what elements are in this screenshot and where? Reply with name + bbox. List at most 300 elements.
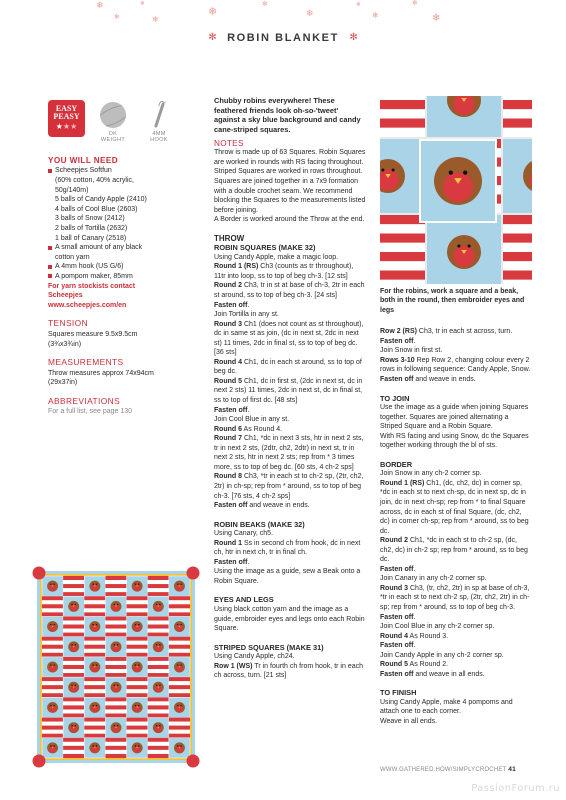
stripe [148,620,169,624]
robin-eye [156,644,157,645]
to-join-heading: TO JOIN [380,393,410,403]
stripe [63,701,84,705]
stripe [148,633,169,637]
stripe [169,718,190,722]
stripe [148,746,169,750]
blanket-square [148,576,169,596]
robin-eye [138,584,139,585]
stripe [503,224,532,233]
instruction-line [380,565,532,575]
instruction-step-text: Ch1, *dc in each st to ch-2 sp, (dc, ch2, dc) in ch-2 sp; rep from * around, ss to beg dc. [380,537,528,564]
notes-heading: NOTES [214,138,244,148]
stripe [63,746,84,750]
snowflake-icon: ❄ [356,1,362,8]
hook-size-value: 4MM [152,131,166,137]
stripe [503,243,532,252]
stripe [63,705,84,709]
robin-breast [134,625,141,632]
robin-eye [50,745,51,746]
stripe [148,592,169,596]
stripe [42,653,63,657]
border-heading: BORDER [380,459,413,469]
robin-eye [138,664,139,665]
stripe [380,96,425,100]
instruction-line [214,253,366,263]
blanket-square [84,657,105,677]
instruction-step-text: Using Candy Apple, make a magic loop. [214,253,339,261]
robin-eye [96,705,97,706]
page-footer [380,766,550,773]
instruction-step-text: Ch3 (counts as tr throughout), 11tr into loop, ss to top of beg ch-3. [12 sts] [214,263,354,280]
instruction-step-text: Using the image as a guide, sew a Beak onto a Robin Square. [214,568,361,585]
stripe [380,271,425,280]
instruction-step-text: As Round 4. [242,425,283,433]
instruction-step-label: Fasten off [380,337,414,345]
instruction-line [380,327,532,337]
robin-breast [113,685,120,692]
snowflake-icon: ❄ [432,13,441,24]
stripe [380,215,425,224]
instruction-line [380,574,532,584]
stripe [380,261,425,270]
blanket-square [42,697,63,717]
abbreviations-heading: ABBREVIATIONS [48,395,121,406]
notes-paragraph: Squares are joined together in a 7x9 formation with a double crochet seam. We recommend blocking the Squares to the measurements listed before joining. [214,178,366,214]
blanket-square [84,718,105,738]
pattern-badges [48,100,198,144]
stockists-link[interactable]: www.scheepjes.com/en [48,301,127,309]
materials-list-item: A 4mm hook (US G/6) [48,262,198,272]
pompom [187,567,200,580]
robin-eye [392,169,395,172]
stripe [127,645,148,649]
stripe [84,734,105,738]
stripe [127,718,148,722]
robin-eye [71,685,72,686]
to-finish-body [380,698,532,727]
photo-square [380,215,425,284]
robin-breast [91,625,98,632]
photo-caption: For the robins, work a square and a beak, both in the round, then embroider eyes and legs [380,288,525,314]
robin-eye [159,604,160,605]
instruction-line [214,358,366,377]
instruction-step-label: Fasten off [380,565,414,573]
instruction-line [380,651,532,661]
blanket-square [105,697,126,717]
materials-list-item: 1 ball of Canary (2518) [55,234,127,242]
blanket-square [105,657,126,677]
stripe [148,673,169,677]
stripe [127,722,148,726]
stripe [84,612,105,616]
instruction-line [214,425,366,435]
robin-eye [180,745,181,746]
stripe [63,697,84,701]
blanket-square [127,718,148,738]
stripe [169,600,190,604]
instruction-line [380,337,532,347]
robin-breast [49,746,56,753]
blanket-square [84,596,105,616]
robin-eye [93,664,94,665]
blanket-square [169,576,190,596]
instruction-step-label: Round 5 [214,377,242,385]
blanket-square [169,697,190,717]
instruction-line [214,262,366,281]
stripe [380,119,425,128]
stripe [148,616,169,620]
stripe [503,128,532,137]
stripe [84,645,105,649]
throw-heading: THROW [214,233,245,243]
instruction-step-label: Round 8 [214,473,242,481]
robin-square-photo [380,96,532,284]
instruction-step-text: Ch3, tr in each st across, turn. [416,328,513,336]
robin-eye [93,705,94,706]
robin-eye [114,604,115,605]
snowflake-icon: ❄ [372,11,379,20]
stripe [148,742,169,746]
stripe [42,645,63,649]
blanket-square [127,576,148,596]
stripe [127,641,148,645]
instruction-step-text: Tr in fourth ch from hook, tr in each ch across, turn. [21 sts] [214,662,363,680]
stripe [42,641,63,645]
robin-squares-heading: ROBIN SQUARES (MAKE 32) [214,243,316,253]
stripe [148,588,169,592]
stripe [127,604,148,608]
stripe [63,592,84,596]
striped-squares-heading: STRIPED SQUARES (MAKE 31) [214,642,324,652]
page-header [0,0,566,60]
blanket-square [42,718,63,738]
instruction-step-label: Fasten off [380,642,414,650]
stripe [148,629,169,633]
eyes-legs-heading: EYES AND LEGS [214,595,274,605]
robin-eye [177,664,178,665]
blanket-square [127,677,148,697]
materials-list-item: cotton yarn [55,253,90,261]
striped-squares-body [214,652,366,681]
robin-eye [381,169,384,172]
blanket-square [63,677,84,697]
blanket-square [42,657,63,677]
difficulty-line-1: EASY [55,104,78,113]
instruction-step-label: Round 1 [214,539,242,547]
robin-breast [155,685,162,692]
instruction-line [214,377,366,406]
robin-eye [177,705,178,706]
measurements-line-2: (29x37in) [48,379,78,387]
eyes-legs-text: Using black cotton yarn and the image as a guide, embroider eyes and legs onto each Robin Square. [214,605,365,633]
materials-list-item: A pompom maker, 85mm [48,272,198,282]
instruction-step-text: . [413,337,416,345]
robin-eye [54,584,55,585]
stripe [127,681,148,685]
snowflake-icon: ❄ [96,1,104,11]
instruction-step-text: Join Candy Apple in any ch-2 corner sp. [380,651,504,659]
stripe [169,677,190,681]
blanket-square [127,637,148,657]
stripe [148,701,169,705]
stripe [63,633,84,637]
materials-list-item: 2 balls of Tortilla (2632) [55,224,128,232]
stripe [63,709,84,713]
robin-beaks-body [214,529,366,586]
instruction-step-text: Join Canary in any ch-2 corner sp. [380,575,487,583]
robin-breast [176,746,183,753]
stripe [127,653,148,657]
stripe [84,693,105,697]
instruction-line [380,641,532,651]
instruction-line [214,472,366,501]
blanket-square [169,637,190,657]
robin-eye [50,624,51,625]
instruction-step-label: Round 4 [214,358,242,366]
robin-eye [50,664,51,665]
robin-beaks-heading: ROBIN BEAKS (MAKE 32) [214,519,305,529]
stripe [63,665,84,669]
robin-squares-body [214,253,366,511]
robin-eye [114,685,115,686]
blanket-image [32,566,200,768]
to-join-paragraph: With RS facing and using Snow, dc the Squares together working through the bl of sts. [380,432,529,450]
blanket-square [84,677,105,697]
stripe [148,669,169,673]
robin-eye [138,624,139,625]
instruction-step-label: Fasten off [380,670,414,678]
robin-breast [176,625,183,632]
instruction-line [380,632,532,642]
instruction-step-text: . [413,613,416,621]
instruction-line [380,469,532,479]
stripe [105,701,126,705]
instruction-step-label: Fasten off [214,502,248,510]
tension-line-2: (3¾x3¾in) [48,340,82,348]
instruction-step-text: Ch3, (tr, ch2, 2tr) in sp at base of ch-3, *tr in each st to next ch-2 sp, (2tr, ch2, 2tr) in ch-sp; rep from * around, ss to top of beg ch-3. [380,584,530,611]
stripe [127,649,148,653]
stripe [380,280,425,284]
blanket-square [105,596,126,616]
stripe [84,718,105,722]
striped-rows-body [380,327,532,384]
instruction-line [214,415,366,425]
yarn-weight-badge [95,100,131,144]
instruction-step-text: Using Candy Apple, ch24. [214,653,295,661]
instruction-step-label: Fasten off [380,375,414,383]
blanket-square [105,718,126,738]
blanket-square [84,637,105,657]
instruction-step-text: Ch1, dc in first st, (2dc in next st, dc in next 2 sts) 11 times, 2dc in next st, dc in final st, ss to top of first dc. [48 sts] [214,377,363,405]
blanket-square [105,637,126,657]
to-finish-paragraph: Weave in all ends. [380,718,438,725]
measurements-line-1: Throw measures approx 74x94cm [48,369,154,377]
stripe [63,588,84,592]
robin-eye [457,245,460,248]
materials-list-item: 50g/140m) [55,186,89,194]
notes-paragraph: Throw is made up of 63 Squares. Robin Squares are worked in rounds with RS facing throughout. Striped Squares are worked in rows throughout. [214,149,366,176]
stripe [105,633,126,637]
instruction-step-label: Fasten off [214,558,248,566]
stripe [84,677,105,681]
stripe [503,100,532,109]
robin-eye [117,725,118,726]
snowflake-icon: ❄ [140,0,146,7]
instruction-step-text: Join Snow in any ch-2 corner sp. [380,470,482,478]
instruction-line [214,662,366,681]
instruction-step-text: . [247,406,250,414]
stripe [127,734,148,738]
hook-size-label: HOOK [150,137,168,144]
snowflake-icon: ❄ [208,5,218,18]
stripe [105,616,126,620]
robin-eye [180,624,181,625]
stripe [148,665,169,669]
instruction-line [380,346,532,356]
robin-breast [49,665,56,672]
instruction-line [214,529,366,539]
stripe [169,637,190,641]
instruction-step-text: Join Cool Blue in any ch-2 corner sp. [380,623,495,631]
instruction-line [380,375,532,385]
blanket-square [84,697,105,717]
stripe [148,657,169,661]
stripe [84,600,105,604]
stripe [105,665,126,669]
stripe [127,612,148,616]
robin-eye [180,584,181,585]
robin-eye [156,604,157,605]
stripe [63,661,84,665]
photo-square [503,215,532,284]
stripe [127,608,148,612]
stockists-line-2: Scheepjes [48,292,83,300]
stripe [105,697,126,701]
measurements-heading: MEASUREMENTS [48,357,124,368]
photo-square [503,139,532,213]
stripe [84,596,105,600]
robin-eye [50,705,51,706]
robin-breast [91,584,98,591]
instruction-step-text: Ch1 (does not count as st throughout), dc in same st as join, (dc in next st, 2dc in next st) 11 times, 2dc in final st, ss to top of beg dc. [36 sts] [214,320,364,357]
difficulty-stars-icon: ★★★ [55,122,78,131]
robin-breast [443,172,473,202]
blanket-square [148,616,169,636]
blanket-square [148,596,169,616]
stripe [169,734,190,738]
stripe [42,596,63,600]
page-title: ROBIN BLANKET [227,32,339,44]
blanket-square [63,576,84,596]
instruction-line [214,558,366,568]
instruction-step-label: Round 5 [380,661,408,669]
robin-breast [91,746,98,753]
robin-eye [114,725,115,726]
instruction-step-text: As Round 2. [408,661,449,669]
instruction-step-label: Round 3 [380,584,408,592]
stripe [105,669,126,673]
stripe [105,625,126,629]
stripe [42,608,63,612]
robin-eye [180,664,181,665]
stripe [148,661,169,665]
instruction-step-text: Rep Row 2, changing colour every 2 rows in following sequence: Candy Apple, Snow. [380,356,531,374]
stripe [169,596,190,600]
blanket-square [169,657,190,677]
robin-eye [138,745,139,746]
stripe [42,722,63,726]
stripe [380,100,425,109]
blanket-square [84,576,105,596]
stripe [105,754,126,758]
robin-breast [113,604,120,611]
robin-eye [135,745,136,746]
instruction-step-label: Row 1 (WS) [214,662,253,670]
robin-eye [138,705,139,706]
blanket-square [148,657,169,677]
instruction-line [380,613,532,623]
robin-eye [114,644,115,645]
stripe [42,612,63,616]
stripe [105,657,126,661]
stripe [105,629,126,633]
instruction-line [214,501,366,511]
blanket-square [127,596,148,616]
instruction-line [214,281,366,300]
stripe [169,612,190,616]
materials-list-item: Scheepjes Softfun [48,166,198,176]
blanket-square [63,657,84,677]
stripe [105,620,126,624]
to-join-body [380,403,532,451]
blanket-square [148,718,169,738]
materials-list-item: 4 balls of Cool Blue (2603) [55,205,138,213]
stripe [169,604,190,608]
robin-eye [156,725,157,726]
stripe [63,576,84,580]
instruction-line [380,356,532,375]
instruction-step-text: . [413,565,416,573]
stripe [42,600,63,604]
blanket-square [63,718,84,738]
robin-eye [117,685,118,686]
blanket-square [63,596,84,616]
stripe [63,629,84,633]
instruction-line [214,567,366,586]
robin-breast [49,705,56,712]
stripe [42,604,63,608]
snowflake-icon: ✻ [208,32,217,43]
robin-breast [155,604,162,611]
stripe [105,705,126,709]
blanket-square [148,738,169,758]
instruction-line [380,536,532,565]
robin-eye [96,624,97,625]
stripe [42,677,63,681]
blanket-square [84,738,105,758]
stripe [148,738,169,742]
stripe [148,750,169,754]
blanket-square [42,637,63,657]
stripe [127,677,148,681]
instruction-step-text: Ch1, (dc, ch2, dc) in corner sp, *dc in each st to next ch-sp, dc in next sp, dc in join, dc in next ch-sp; rep from * to final Square across, dc in each st of final Square, (dc, ch2, dc) in corner ch-sp; rep from * around, ss to beg dc. [380,479,529,535]
stripe [84,689,105,693]
blanket-square [63,637,84,657]
stripe [105,738,126,742]
instruction-step-text: Using Canary, ch5. [214,530,274,538]
robin-eye [159,725,160,726]
stripe [169,685,190,689]
